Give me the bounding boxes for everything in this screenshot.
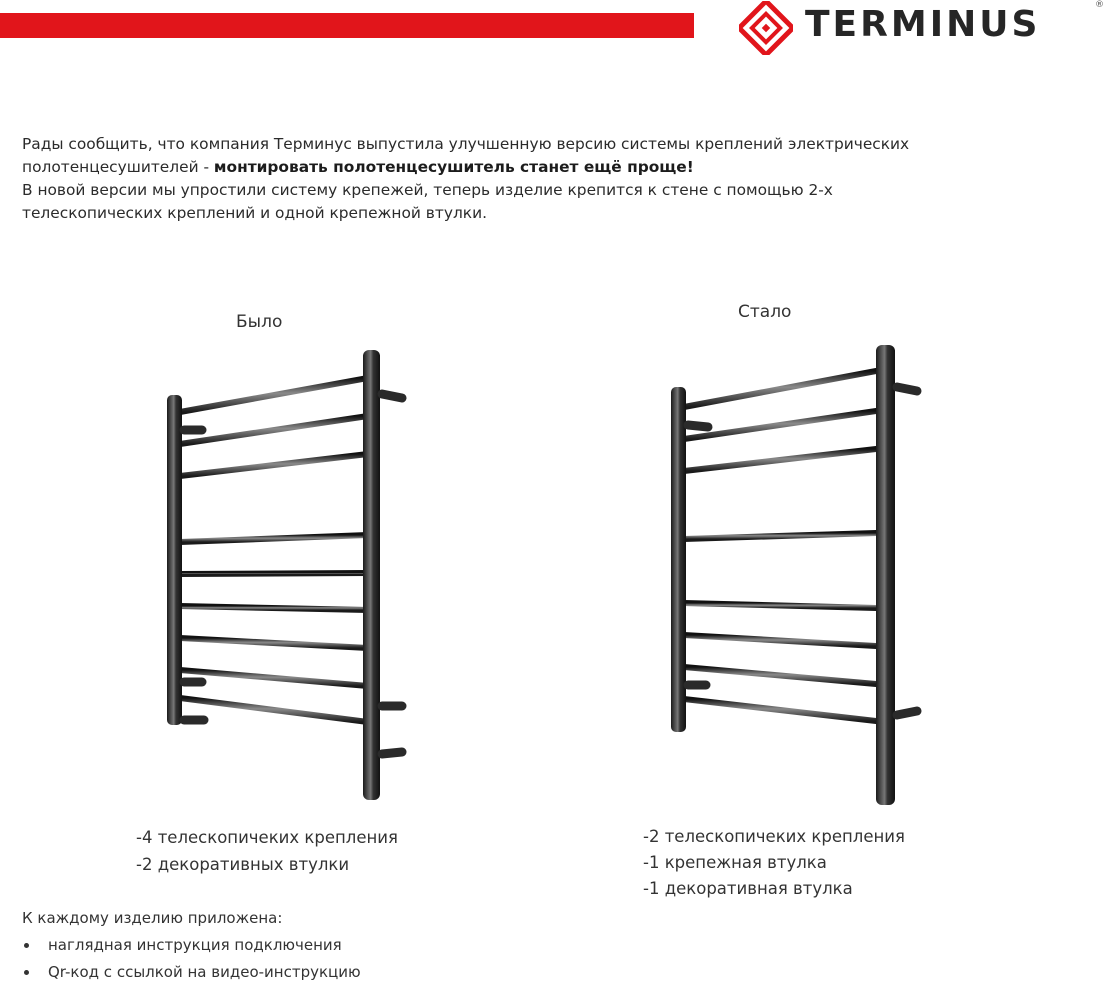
- after-item: -1 декоративная втулка: [643, 879, 853, 898]
- before-item: -2 декоративных втулки: [136, 855, 350, 874]
- before-list: [136, 824, 398, 878]
- terminus-logo: [739, 0, 1106, 56]
- intro-line-2: [22, 156, 1097, 179]
- registered-mark: ®: [1095, 0, 1104, 10]
- intro-line-4: телескопических креплений и одной крепежной втулки.: [22, 204, 487, 222]
- intro-highlight: монтировать полотенцесушитель станет ещё проще!: [213, 158, 694, 176]
- after-item: -1 крепежная втулка: [643, 853, 827, 872]
- after-item: -2 телескопичеких крепления: [643, 827, 905, 846]
- before-item: -4 телескопичеких крепления: [136, 828, 398, 847]
- included-title: К каждому изделию приложена:: [22, 909, 283, 927]
- brand-name: TERMINUS: [805, 4, 1041, 45]
- intro-line-1: Рады сообщить, что компания Терминус выпустила улучшенную версию системы креплений электрических: [22, 135, 910, 153]
- after-list: [643, 824, 905, 902]
- bullet-icon: [24, 970, 29, 975]
- bullet-text: наглядная инструкция подключения: [48, 936, 342, 954]
- bullet-item: [22, 932, 361, 959]
- included-items: [22, 905, 361, 986]
- bullet-text: Qr-код с ссылкой на видео-инструкцию: [48, 963, 361, 981]
- intro-line-3: В новой версии мы упростили систему крепежей, теперь изделие крепится к стене с помощью 2-х: [22, 181, 833, 199]
- bullet-item: [22, 959, 361, 986]
- intro-text: [22, 133, 1097, 225]
- header-red-bar: [0, 13, 694, 38]
- intro-line-2-plain: полотенцесушителей -: [22, 158, 214, 176]
- after-caption: Стало: [738, 302, 792, 322]
- terminus-logo-icon: [739, 1, 793, 55]
- towel-dryer-after-image: [650, 335, 930, 810]
- before-caption: Было: [236, 312, 283, 332]
- bullet-icon: [24, 943, 29, 948]
- towel-dryer-before-image: [150, 340, 430, 810]
